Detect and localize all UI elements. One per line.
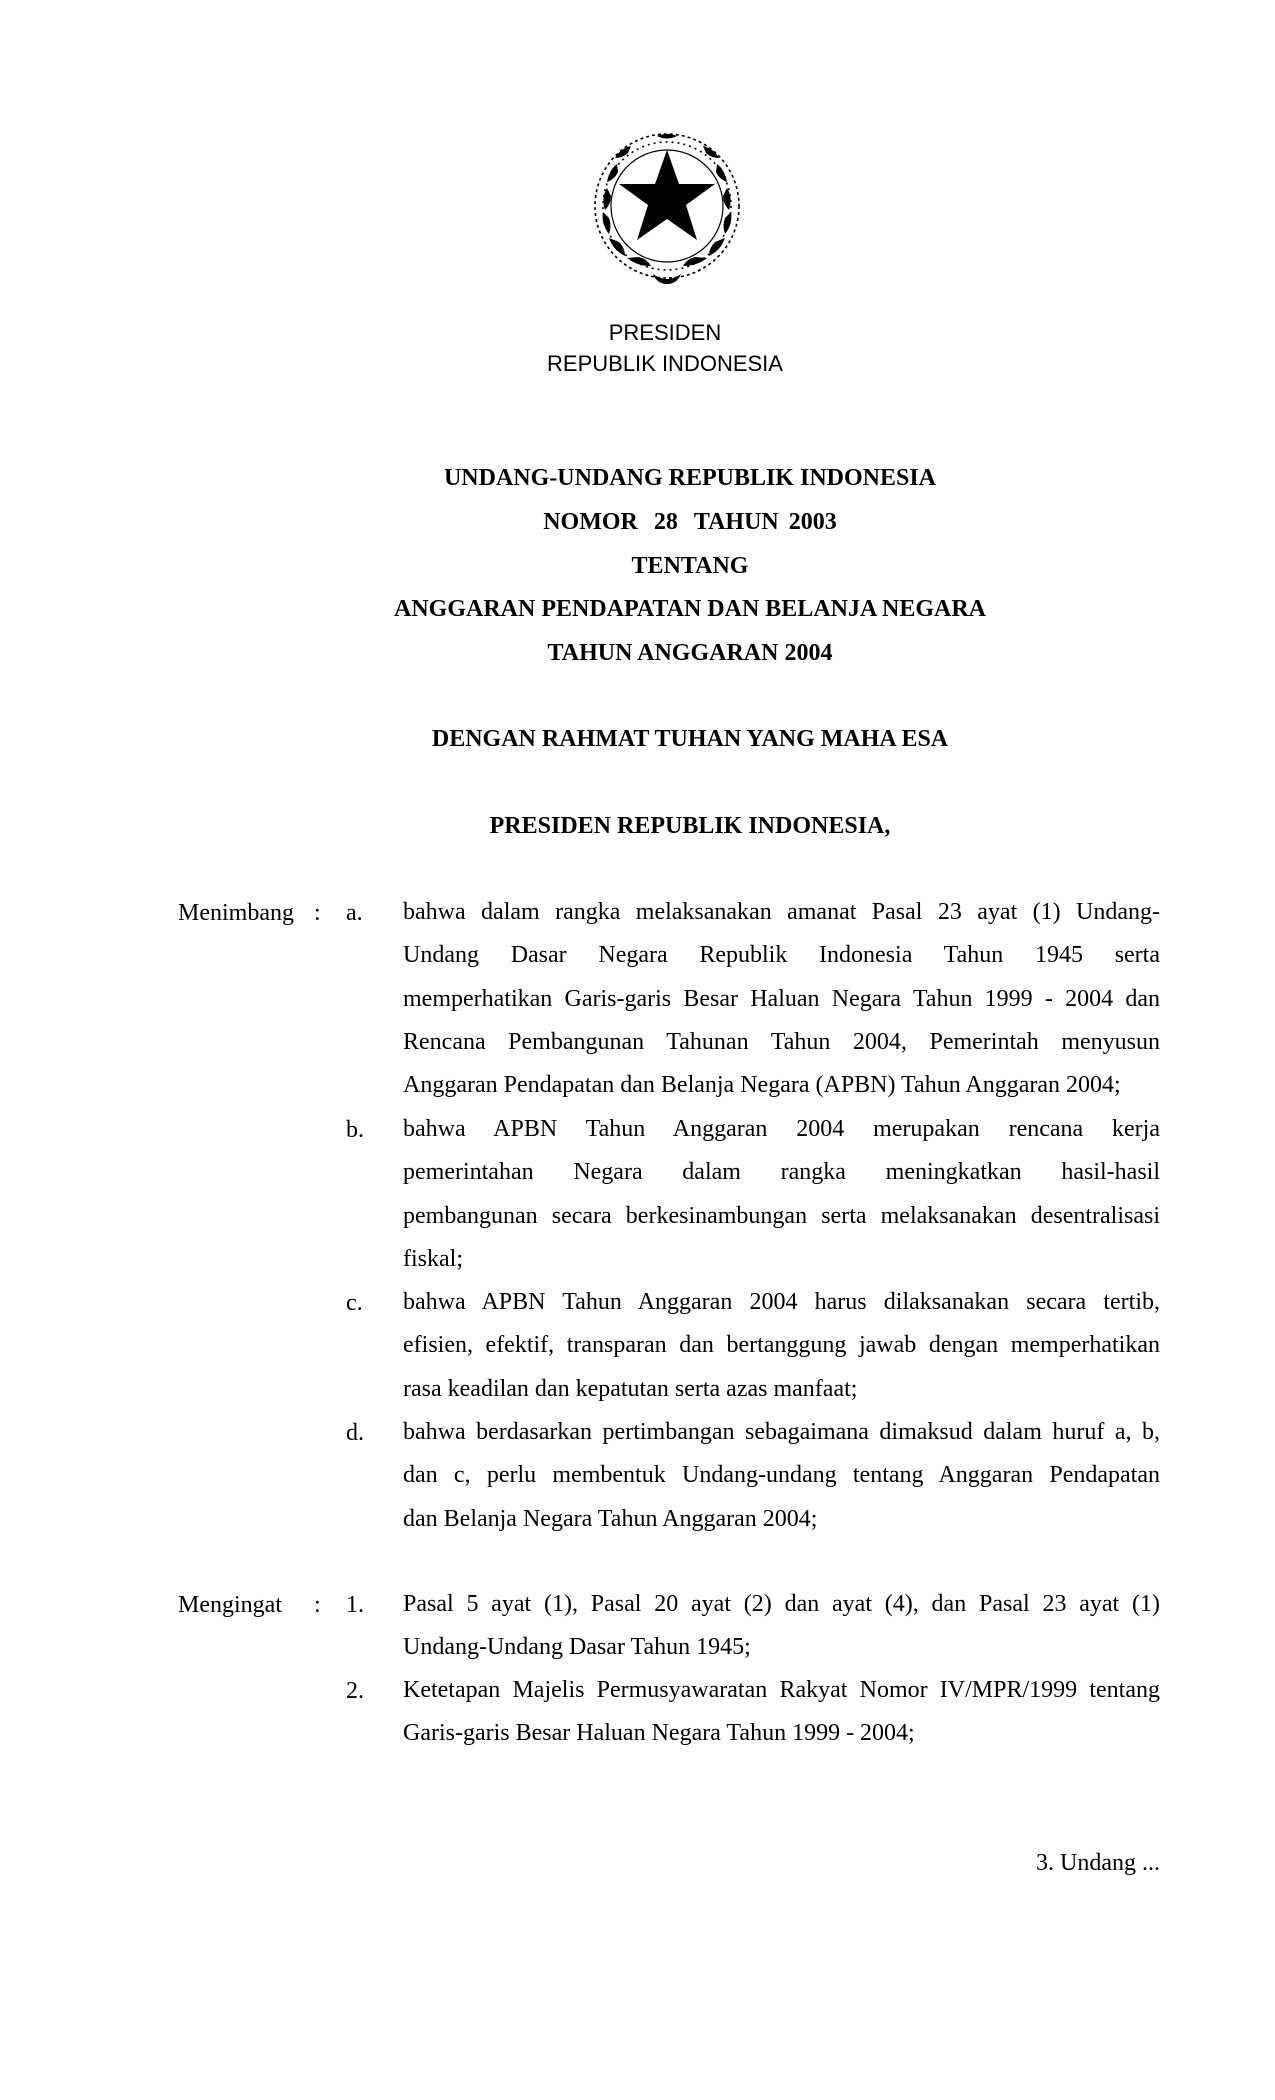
preamble-invocation: DENGAN RAHMAT TUHAN YANG MAHA ESA: [431, 726, 949, 752]
paragraph-line: Undang Dasar Negara Republik Indonesia Tahun 1945 serta: [403, 942, 1160, 969]
paragraph-line: dan c, perlu membentuk Undang-undang tentang Anggaran Pendapatan: [403, 1462, 1160, 1489]
letterhead-republik-indonesia: REPUBLIK INDONESIA: [547, 351, 783, 376]
nomor-value: 28: [653, 509, 678, 535]
paragraph-line: Garis-garis Besar Haluan Negara Tahun 1999 - 2004;: [403, 1720, 915, 1747]
menimbang-item-b: [403, 1108, 1160, 1281]
mengingat-colon: :: [314, 1592, 321, 1618]
paragraph-line: Anggaran Pendapatan dan Belanja Negara (APBN) Tahun Anggaran 2004;: [403, 1072, 1121, 1099]
mengingat-item-1: [403, 1583, 1160, 1670]
menimbang-item-a: [403, 891, 1160, 1107]
tahun-value: 2003: [788, 509, 837, 535]
mengingat-item-2: [403, 1669, 1160, 1756]
menimbang-item-marker: d.: [346, 1420, 364, 1446]
paragraph-line: bahwa APBN Tahun Anggaran 2004 harus dilaksanakan secara tertib,: [403, 1289, 1160, 1315]
menimbang-item-d: [403, 1411, 1160, 1541]
paragraph-line: fiskal;: [403, 1245, 463, 1272]
paragraph-line: Pasal 5 ayat (1), Pasal 20 ayat (2) dan ayat (4), dan Pasal 23 ayat (1): [403, 1591, 1160, 1617]
paragraph-line: bahwa dalam rangka melaksanakan amanat Pasal 23 ayat (1) Undang-: [403, 899, 1160, 925]
law-title: UNDANG-UNDANG REPUBLIK INDONESIA: [443, 465, 937, 491]
mengingat-label: Mengingat: [178, 1592, 282, 1618]
paragraph-line: Undang-Undang Dasar Tahun 1945;: [403, 1634, 751, 1661]
menimbang-label: Menimbang: [178, 900, 294, 926]
mengingat-item-marker: 1.: [346, 1592, 364, 1618]
menimbang-item-marker: a.: [346, 900, 363, 926]
paragraph-line: pembangunan secara berkesinambungan serta melaksanakan desentralisasi: [403, 1202, 1160, 1229]
garuda-star-seal-emblem: [587, 128, 747, 290]
paragraph-line: rasa keadilan dan kepatutan serta azas manfaat;: [403, 1375, 858, 1402]
nomor-label: NOMOR: [543, 509, 638, 535]
paragraph-line: Ketetapan Majelis Permusyawaratan Rakyat Nomor IV/MPR/1999 tentang: [403, 1677, 1160, 1703]
law-number-line: [0, 507, 1275, 537]
menimbang-item-c: [403, 1281, 1160, 1411]
next-page-reference: 3. Undang ...: [1036, 1850, 1160, 1876]
letterhead-presiden: PRESIDEN: [608, 320, 722, 345]
tentang-heading: TENTANG: [631, 553, 749, 579]
menimbang-colon: :: [314, 900, 321, 926]
paragraph-line: efisien, efektif, transparan dan bertanggung jawab dengan memperhatikan: [403, 1332, 1160, 1359]
menimbang-item-marker: b.: [346, 1117, 364, 1143]
paragraph-line: memperhatikan Garis-garis Besar Haluan Negara Tahun 1999 - 2004 dan: [403, 985, 1160, 1012]
paragraph-line: bahwa APBN Tahun Anggaran 2004 merupakan rencana kerja: [403, 1116, 1160, 1142]
paragraph-line: Rencana Pembangunan Tahunan Tahun 2004, Pemerintah menyusun: [403, 1028, 1160, 1055]
law-subject: ANGGARAN PENDAPATAN DAN BELANJA NEGARA: [393, 596, 986, 622]
mengingat-item-marker: 2.: [346, 1678, 364, 1704]
paragraph-line: dan Belanja Negara Tahun Anggaran 2004;: [403, 1505, 818, 1532]
law-subject-year: TAHUN ANGGARAN 2004: [547, 640, 833, 666]
preamble-presiden: PRESIDEN REPUBLIK INDONESIA,: [489, 813, 891, 839]
menimbang-item-marker: c.: [346, 1290, 363, 1316]
paragraph-line: pemerintahan Negara dalam rangka meningkatkan hasil-hasil: [403, 1159, 1160, 1186]
tahun-label: TAHUN: [693, 509, 779, 535]
paragraph-line: bahwa berdasarkan pertimbangan sebagaimana dimaksud dalam huruf a, b,: [403, 1419, 1160, 1445]
